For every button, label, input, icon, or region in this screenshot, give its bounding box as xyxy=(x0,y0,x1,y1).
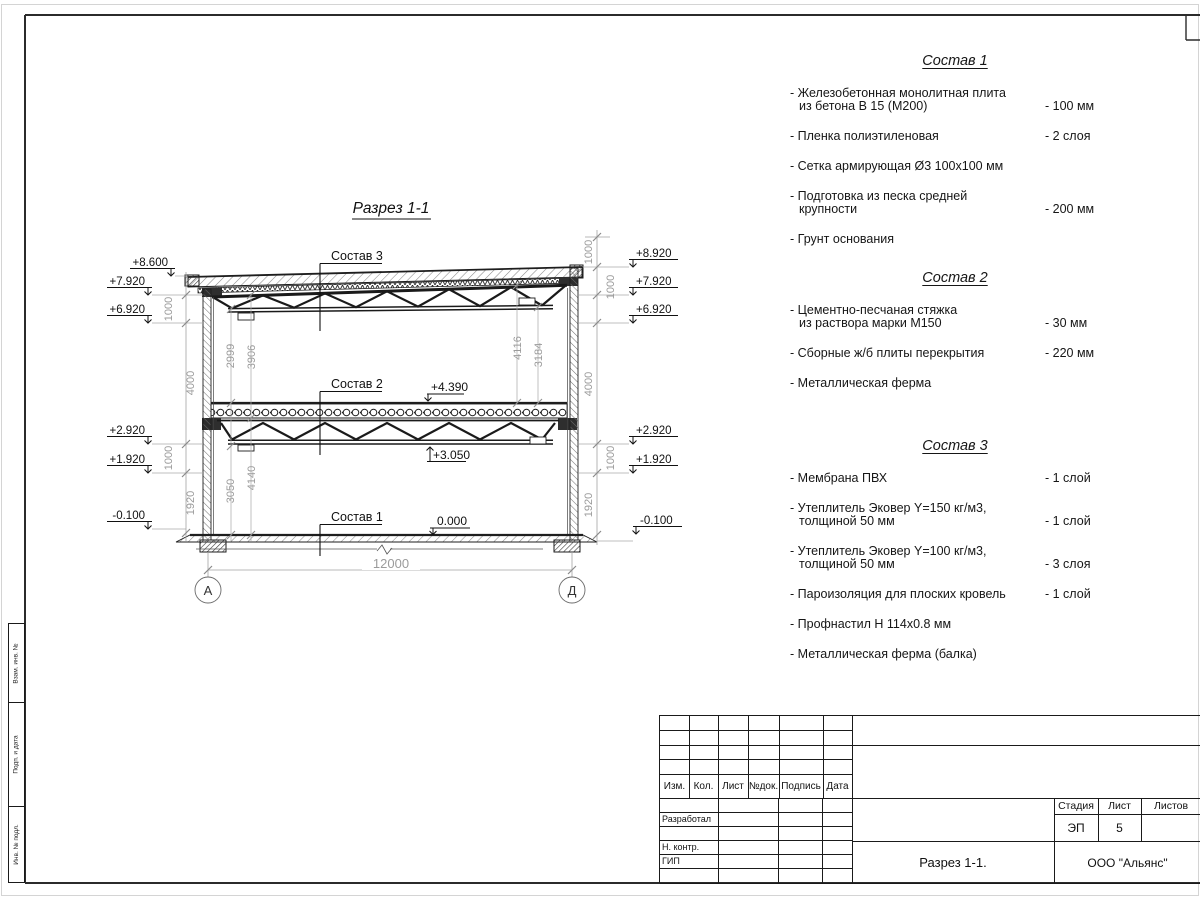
level-mark xyxy=(579,454,678,473)
roof-end-block-left xyxy=(185,275,199,286)
svg-text:1000: 1000 xyxy=(605,274,617,300)
title-block xyxy=(659,715,1200,883)
list-item: - Подготовка из песка средней крупности - 200 мм xyxy=(790,188,1095,216)
svg-text:+1.920: +1.920 xyxy=(109,454,145,466)
side-stamp-cell xyxy=(9,624,24,703)
callout-sostav-2-label: Состав 2 xyxy=(331,377,383,391)
item-value: - 100 мм xyxy=(1045,99,1095,113)
callout-sostav-3 xyxy=(320,249,383,331)
level-truss-bottom xyxy=(427,447,471,462)
svg-text:+6.920: +6.920 xyxy=(636,304,672,316)
axis-label-d: Д xyxy=(567,583,577,598)
composition-1-title: Состав 1 xyxy=(922,53,988,69)
tb-col-list: Лист xyxy=(722,780,744,792)
tb-row-gip: ГИП xyxy=(662,856,680,866)
svg-text:2999: 2999 xyxy=(225,343,237,369)
composition-block-2 xyxy=(790,272,1120,407)
svg-text:3184: 3184 xyxy=(533,342,545,368)
wall-left xyxy=(203,289,211,540)
tb-sheet-value: 5 xyxy=(1116,820,1123,835)
side-stamp xyxy=(8,623,25,883)
list-item: - Профнастил Н 114х0.8 мм xyxy=(790,616,952,631)
ground-floor xyxy=(176,535,597,554)
tb-stage-value: ЭП xyxy=(1067,820,1085,835)
svg-text:+2.920: +2.920 xyxy=(636,425,672,437)
level-mark xyxy=(597,515,682,541)
level-slab xyxy=(425,380,469,401)
roof-slab xyxy=(185,265,583,293)
tb-row-ncontr: Н. контр. xyxy=(662,842,700,852)
svg-text:-0.100: -0.100 xyxy=(640,515,673,527)
level-mark xyxy=(579,276,678,295)
svg-text:-0.100: -0.100 xyxy=(112,510,145,522)
svg-text:4116: 4116 xyxy=(512,336,524,360)
list-item: - Сетка армирующая Ø3 100х100 мм xyxy=(790,158,1004,173)
svg-text:3906: 3906 xyxy=(246,344,258,370)
tb-row-developed: Разработал xyxy=(662,814,711,824)
tb-doc-title: Разрез 1-1. xyxy=(919,855,987,870)
svg-text:+8.600: +8.600 xyxy=(132,257,168,269)
item-value: - 220 мм xyxy=(1045,346,1095,360)
level-mark xyxy=(579,304,678,323)
list-item: - Грунт основания xyxy=(790,231,895,246)
svg-text:4000: 4000 xyxy=(185,370,197,396)
tb-sheet-label: Лист xyxy=(1108,800,1131,812)
list-item: - Металлическая ферма (балка) xyxy=(790,646,977,661)
svg-text:4140: 4140 xyxy=(246,465,258,491)
svg-text:+7.920: +7.920 xyxy=(109,276,145,288)
tb-col-ndok: №док. xyxy=(748,780,779,792)
item-value: - 1 слой xyxy=(1045,514,1091,528)
svg-text:+6.920: +6.920 xyxy=(109,304,145,316)
composition-block-1 xyxy=(790,55,1120,263)
tb-stage-label: Стадия xyxy=(1058,800,1094,812)
tb-col-kol: Кол. xyxy=(693,780,714,792)
axis-label-a: А xyxy=(203,583,213,598)
level-truss-text: +3.050 xyxy=(433,448,471,462)
svg-text:+2.920: +2.920 xyxy=(109,425,145,437)
side-stamp-label: Инв. № подл. xyxy=(13,824,20,865)
list-item: - Утеплитель Эковер Y=100 кг/м3, толщиной 50 мм - 3 слоя xyxy=(790,543,1091,571)
footing-left xyxy=(200,540,226,552)
svg-text:+7.920: +7.920 xyxy=(636,276,672,288)
axis-marks xyxy=(195,577,585,603)
level-floor-text: 0.000 xyxy=(437,514,468,528)
svg-text:3050: 3050 xyxy=(225,478,237,504)
floor-truss xyxy=(202,418,577,451)
svg-text:+1.920: +1.920 xyxy=(636,454,672,466)
list-item: - Железобетонная монолитная плита из бетона В 15 (М200) - 100 мм xyxy=(790,85,1095,113)
side-stamp-cell xyxy=(9,807,24,882)
list-item: - Сборные ж/б плиты перекрытия - 220 мм xyxy=(790,345,1095,360)
item-value: - 30 мм xyxy=(1045,316,1088,330)
tb-col-podpis: Подпись xyxy=(781,780,821,792)
level-mark xyxy=(579,425,678,444)
wall-right xyxy=(570,268,578,540)
tb-company: ООО "Альянс" xyxy=(1087,855,1168,870)
dim-chain-left xyxy=(163,272,197,541)
level-slab-text: +4.390 xyxy=(431,380,469,394)
list-item: - Пленка полиэтиленовая - 2 слоя xyxy=(790,128,1091,143)
composition-3-title: Состав 3 xyxy=(922,438,988,454)
level-floor-zero xyxy=(430,514,471,535)
svg-text:+8.920: +8.920 xyxy=(636,248,672,260)
tb-col-data: Дата xyxy=(826,780,849,792)
svg-text:1000: 1000 xyxy=(163,296,175,322)
svg-text:1000: 1000 xyxy=(605,445,617,471)
view-title xyxy=(352,200,431,219)
item-value: - 2 слоя xyxy=(1045,129,1091,143)
callout-sostav-1-label: Состав 1 xyxy=(331,510,383,524)
item-value: - 1 слой xyxy=(1045,471,1091,485)
side-stamp-label: Подп. и дата xyxy=(13,735,21,774)
tb-sheets-label: Листов xyxy=(1153,800,1189,812)
level-mark xyxy=(107,510,186,529)
callout-sostav-3-label: Состав 3 xyxy=(331,249,383,263)
item-value: - 200 мм xyxy=(1045,202,1095,216)
item-value: - 3 слоя xyxy=(1045,557,1091,571)
composition-block-3 xyxy=(790,440,1120,678)
list-item: - Пароизоляция для плоских кровель - 1 слой xyxy=(790,586,1091,601)
svg-text:1920: 1920 xyxy=(185,490,197,516)
side-stamp-label: Взам. инв. № xyxy=(13,642,20,684)
list-item: - Мембрана ПВХ - 1 слой xyxy=(790,470,1091,485)
span-dimension xyxy=(204,552,576,577)
span-dim-text: 12000 xyxy=(372,556,410,571)
composition-2-title: Состав 2 xyxy=(922,270,988,286)
svg-text:1000: 1000 xyxy=(163,445,175,471)
list-item: - Металлическая ферма xyxy=(790,375,932,390)
level-mark xyxy=(130,257,186,276)
svg-text:1000: 1000 xyxy=(583,239,595,265)
view-title-text: Разрез 1-1 xyxy=(352,200,430,217)
svg-text:4000: 4000 xyxy=(583,371,595,397)
tb-col-izm: Изм. xyxy=(663,780,686,792)
floor-slab xyxy=(211,403,567,418)
item-value: - 1 слой xyxy=(1045,587,1091,601)
list-item: - Утеплитель Эковер Y=150 кг/м3, толщиной 50 мм - 1 слой xyxy=(790,500,1091,528)
svg-text:1920: 1920 xyxy=(583,492,595,518)
list-item: - Цементно-песчаная стяжка из раствора марки М150 - 30 мм xyxy=(790,302,1088,330)
dim-chain-right xyxy=(583,230,617,545)
side-stamp-cell xyxy=(9,703,24,807)
footing-right xyxy=(554,540,580,552)
